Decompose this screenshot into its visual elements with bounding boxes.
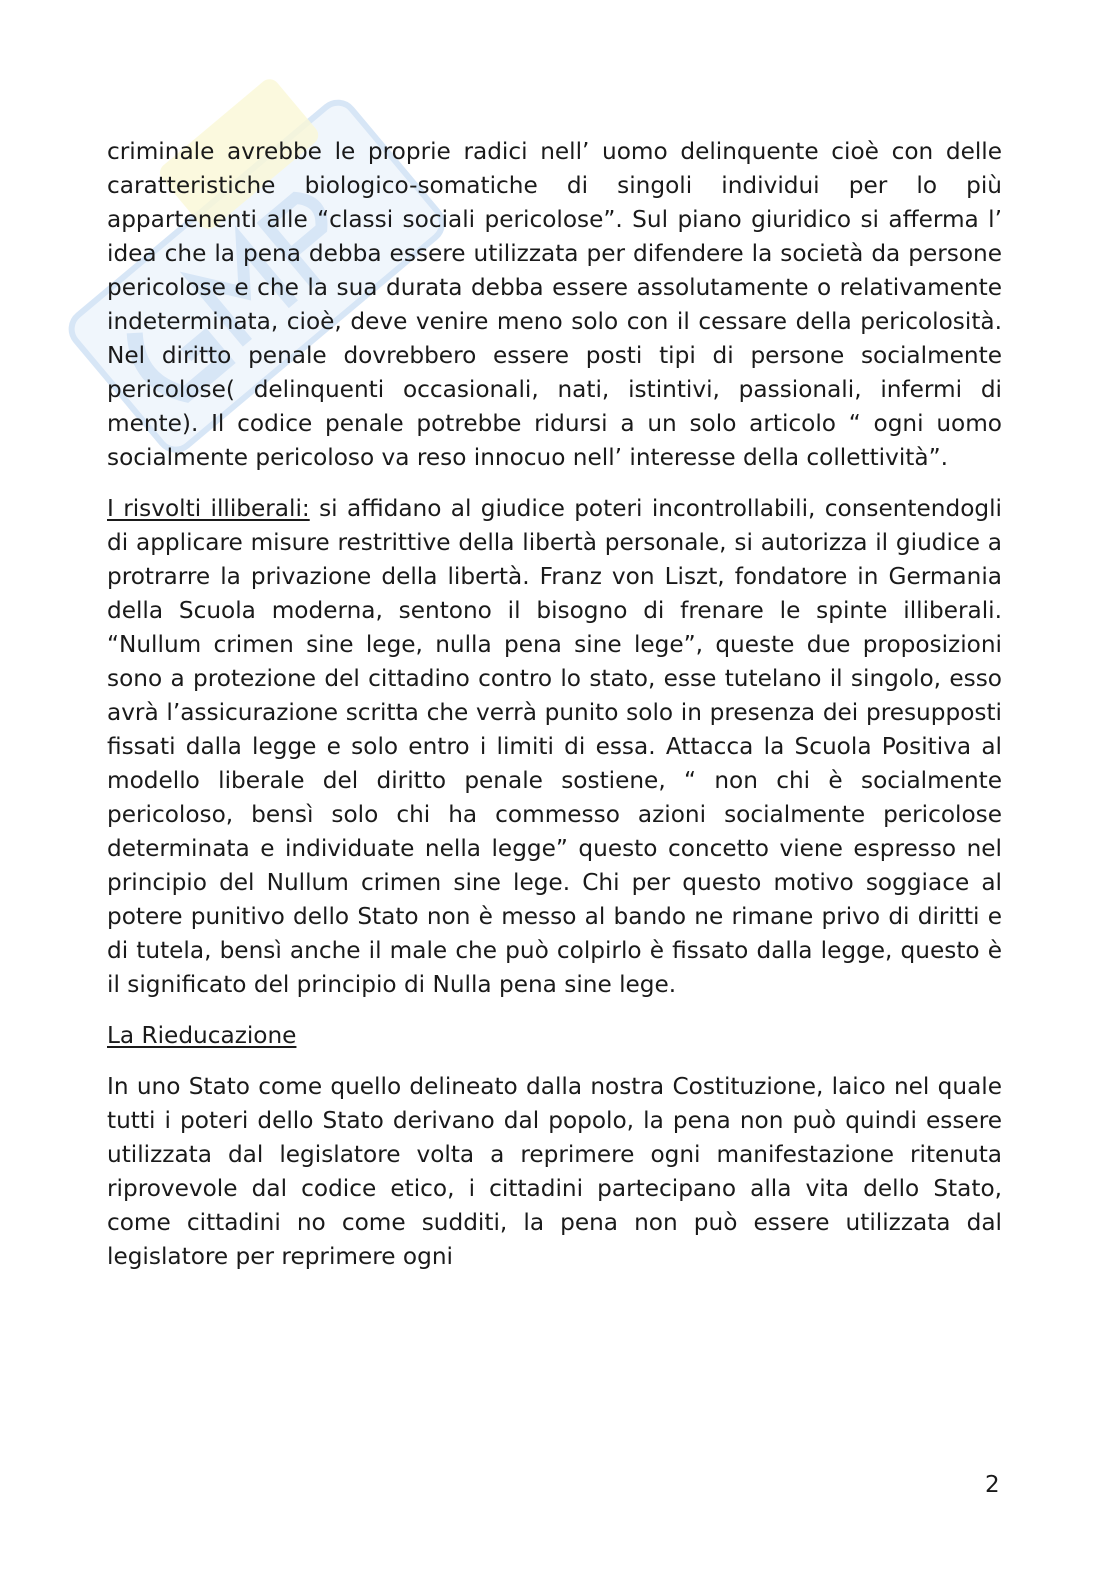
document-body bbox=[107, 135, 1002, 1291]
paragraph-rieducazione: In uno Stato come quello delineato dalla nostra Costituzione, laico nel quale tutti i poteri dello Stato derivano dal popolo, la pena non può quindi essere utilizzata dal legislatore volta a reprimere ogni manifestazione ritenuta riprovevole dal codice etico, i cittadini partecipano alla vita dello Stato, come cittadini no come sudditi, la pena non può essere utilizzata dal legislatore per reprimere ogni bbox=[107, 1073, 1002, 1270]
paragraph-risvolti-illiberali bbox=[107, 492, 1002, 1002]
paragraph-scuola-positiva: criminale avrebbe le proprie radici nell’ uomo delinquente cioè con delle caratteristiche biologico-somatiche di singoli individui per lo più appartenenti alle “classi sociali pericolose”. Sul piano giuridico si afferma l’ idea che la pena debba essere utilizzata per difendere la società da persone pericolose e che la sua durata debba essere assolutamente o relativamente indeterminata, cioè, deve venire meno solo con il cessare della pericolosità. Nel diritto penale dovrebbero essere posti tipi di persone socialmente pericolose( delinquenti occasionali, nati, istintivi, passionali, infermi di mente). Il codice penale potrebbe ridursi a un solo articolo “ ogni uomo socialmente pericoloso va reso innocuo nell’ interesse della collettività”. bbox=[107, 138, 1002, 471]
section-heading-text: La Rieducazione bbox=[107, 1022, 297, 1049]
paragraph-risvolti-text: si affidano al giudice poteri incontrollabili, consentendogli di applicare misure restrittive della libertà personale, si autorizza il giudice a protrarre la privazione della libertà. Franz von Liszt, fondatore in Germania della Scuola moderna, sentono il bisogno di frenare le spinte illiberali. “Nullum crimen sine lege, nulla pena sine lege”, queste due proposizioni sono a protezione del cittadino contro lo stato, esse tutelano il singolo, esso avrà l’assicurazione scritta che verrà punito solo in presenza dei presupposti fissati dalla legge e solo entro i limiti di essa. Attacca la Scuola Positiva al modello liberale del diritto penale sostiene, “ non chi è socialmente pericoloso, bensì solo chi ha commesso azioni socialmente pericolose determinata e individuate nella legge” questo concetto viene espresso nel principio del Nullum crimen sine lege. Chi per questo motivo soggiace al potere punitivo dello Stato non è messo al bando ne rimane privo di diritti e di tutela, bensì anche il male che può colpirlo è fissato dalla legge, questo è il significato del principio di Nulla pena sine lege. bbox=[107, 495, 1002, 998]
section-heading bbox=[107, 1019, 1002, 1053]
inline-heading-risvolti: I risvolti illiberali: bbox=[107, 495, 310, 522]
page-number: 2 bbox=[985, 1472, 1000, 1498]
